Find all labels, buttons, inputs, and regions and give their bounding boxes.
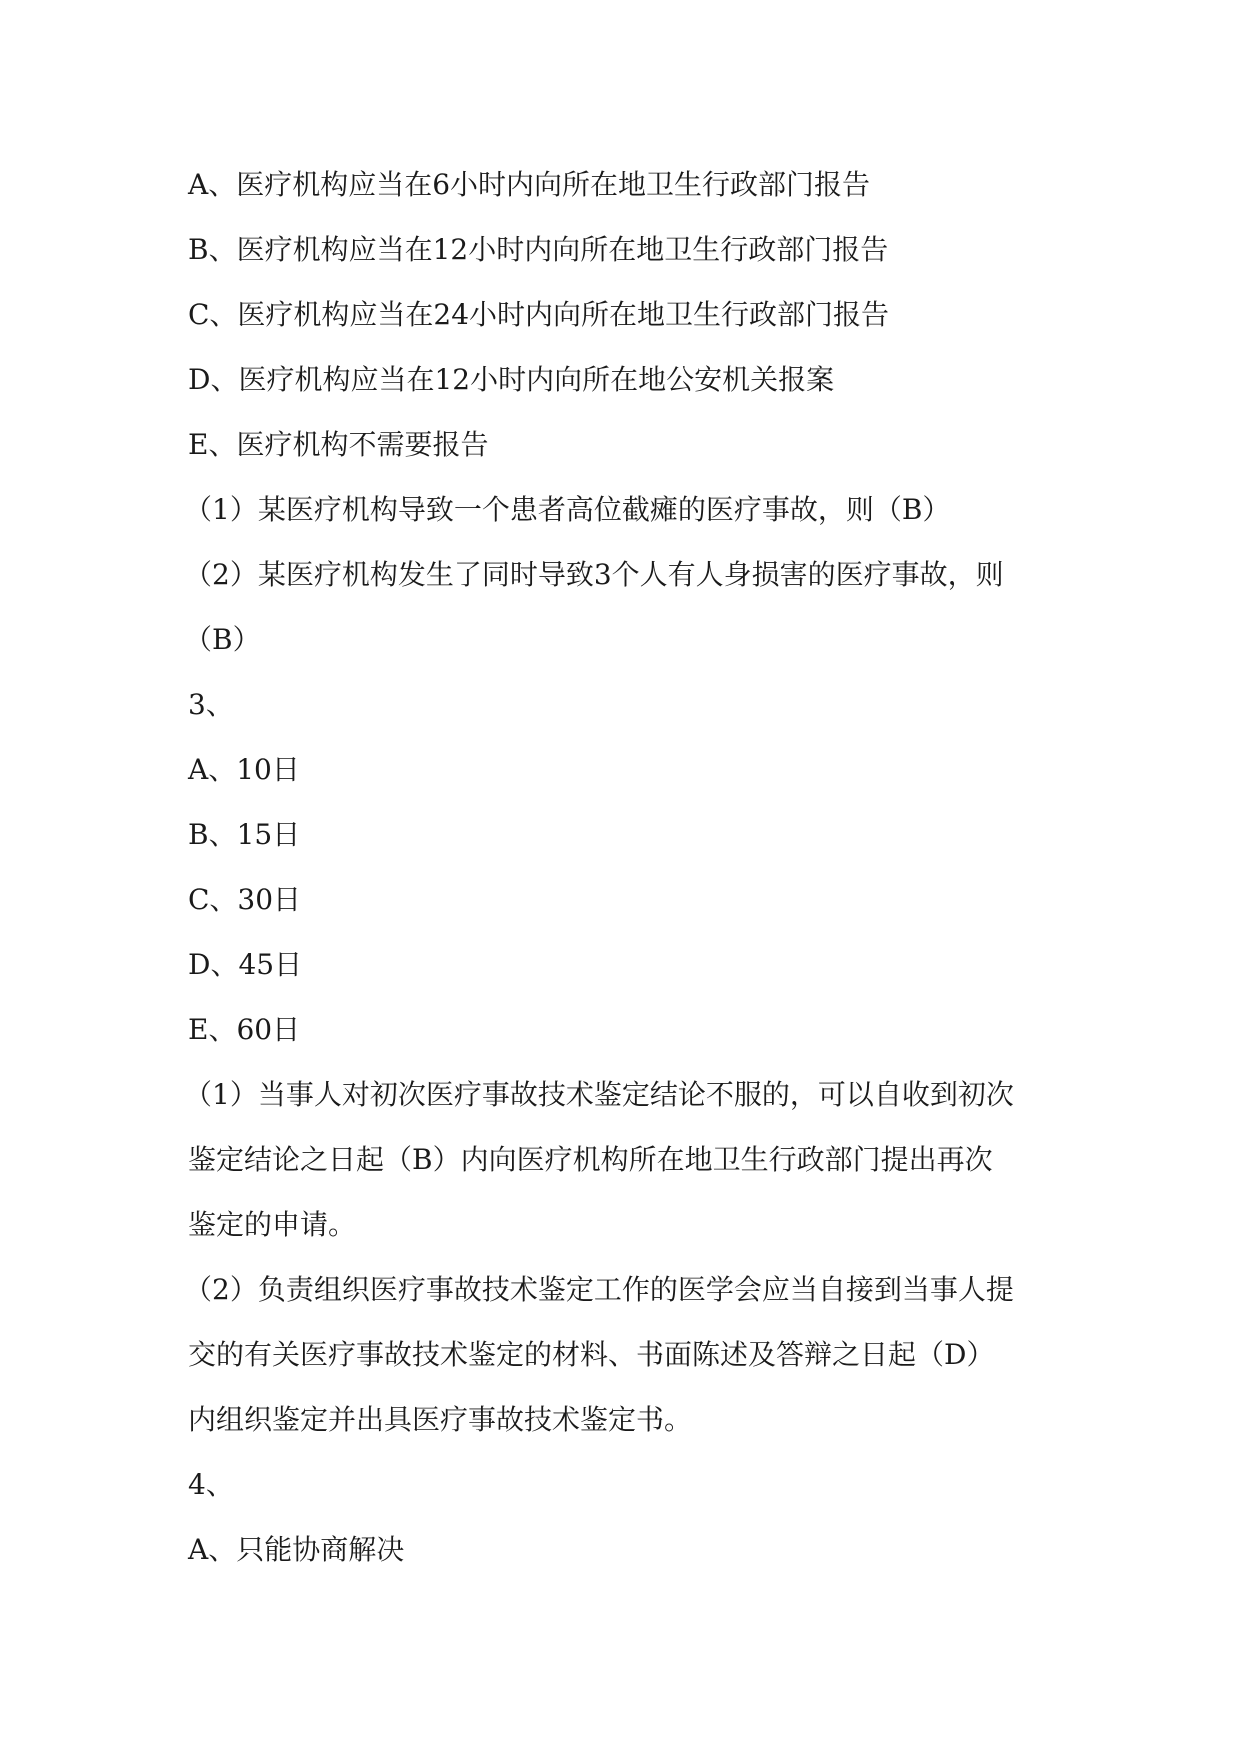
question-line: 交的有关医疗事故技术鉴定的材料、书面陈述及答辩之日起（D） [188,1338,995,1371]
question-line: （2）某医疗机构发生了同时导致3个人有人身损害的医疗事故，则 [184,558,1004,591]
question-line: 鉴定结论之日起（B）内向医疗机构所在地卫生行政部门提出再次 [188,1143,993,1176]
question-line: 鉴定的申请。 [188,1208,357,1241]
option-line: B、医疗机构应当在12小时内向所在地卫生行政部门报告 [188,233,889,266]
option-line: A、医疗机构应当在6小时内向所在地卫生行政部门报告 [188,168,871,201]
option-line: C、30日 [188,883,302,916]
question-number: 4、 [188,1468,234,1501]
question-line: （1）当事人对初次医疗事故技术鉴定结论不服的，可以自收到初次 [184,1078,1014,1111]
question-number: 3、 [188,688,234,721]
question-line: （2）负责组织医疗事故技术鉴定工作的医学会应当自接到当事人提 [184,1273,1014,1306]
question-line: （1）某医疗机构导致一个患者高位截瘫的医疗事故，则（B） [184,493,951,526]
question-line: （B） [184,623,261,656]
option-line: E、医疗机构不需要报告 [188,428,489,461]
document-body [184,152,1068,1582]
option-line: C、医疗机构应当在24小时内向所在地卫生行政部门报告 [188,298,890,331]
option-line: A、10日 [188,753,300,786]
option-line: A、只能协商解决 [188,1533,405,1566]
option-line: E、60日 [188,1013,301,1046]
option-line: D、45日 [188,948,303,981]
question-line: 内组织鉴定并出具医疗事故技术鉴定书。 [188,1403,693,1436]
option-line: B、15日 [188,818,301,851]
option-line: D、医疗机构应当在12小时内向所在地公安机关报案 [188,363,835,396]
